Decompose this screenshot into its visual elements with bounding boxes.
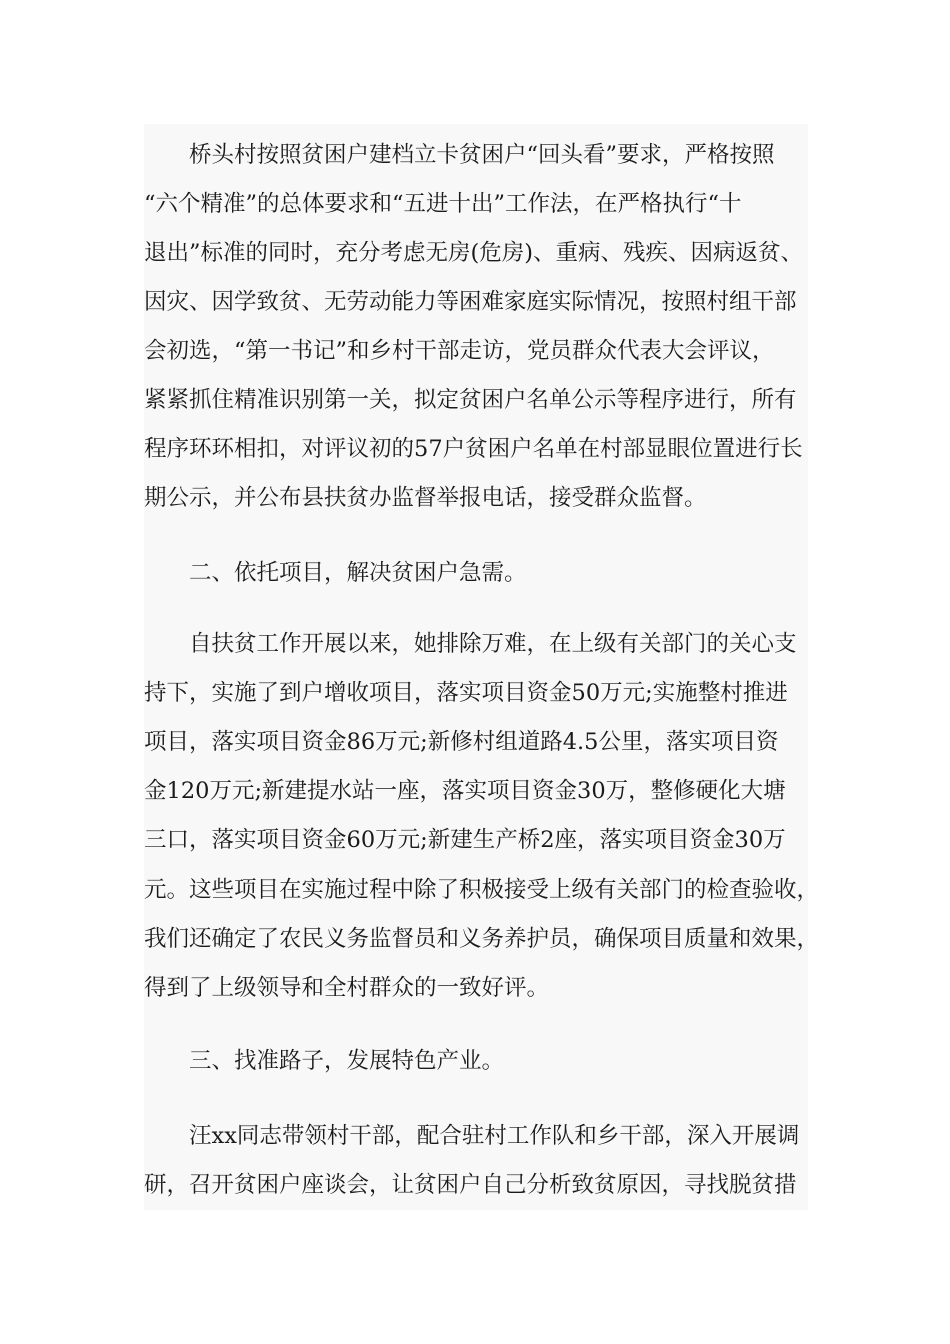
paragraph-line: 会初选，“第一书记”和乡村干部走访，党员群众代表大会评议， — [144, 338, 775, 364]
paragraph-line: 程序环环相扣，对评议初的57户贫困户名单在村部显眼位置进行长 — [144, 436, 803, 462]
paragraph-line: 自扶贫工作开展以来，她排除万难，在上级有关部门的关心支 — [189, 631, 797, 657]
paragraph-line: 持下，实施了到户增收项目，落实项目资金50万元;实施整村推进 — [144, 680, 788, 706]
paragraph-line: 元。这些项目在实施过程中除了积极接受上级有关部门的检查验收， — [144, 877, 820, 903]
paragraph-line: 期公示，并公布县扶贫办监督举报电话，接受群众监督。 — [144, 485, 707, 511]
paragraph-line: 因灾、因学致贫、无劳动能力等困难家庭实际情况，按照村组干部 — [144, 289, 797, 315]
paragraph-line: 得到了上级领导和全村群众的一致好评。 — [144, 975, 550, 1001]
paragraph-line: 桥头村按照贫困户建档立卡贫困户“回头看”要求，严格按照 — [189, 142, 775, 168]
paragraph-line: 退出”标准的同时，充分考虑无房(危房)、重病、残疾、因病返贫、 — [144, 240, 804, 266]
section-heading-2: 二、依托项目，解决贫困户急需。 — [189, 560, 527, 586]
paragraph-line: “六个精准”的总体要求和“五进十出”工作法，在严格执行“十 — [144, 191, 742, 217]
paragraph-line: 汪xx同志带领村干部，配合驻村工作队和乡干部，深入开展调 — [189, 1123, 800, 1149]
paragraph-line: 紧紧抓住精准识别第一关，拟定贫困户名单公示等程序进行，所有 — [144, 387, 797, 413]
paragraph-line: 三口，落实项目资金60万元;新建生产桥2座，落实项目资金30万 — [144, 827, 786, 853]
section-heading-3: 三、找准路子，发展特色产业。 — [189, 1048, 505, 1074]
paragraph-line: 我们还确定了农民义务监督员和义务养护员，确保项目质量和效果， — [144, 926, 820, 952]
paragraph-line: 项目，落实项目资金86万元;新修村组道路4.5公里，落实项目资 — [144, 729, 779, 755]
document-body — [144, 124, 820, 1210]
paragraph-line: 研，召开贫困户座谈会，让贫困户自己分析致贫原因，寻找脱贫措 — [144, 1172, 797, 1198]
paragraph-line: 金120万元;新建提水站一座，落实项目资金30万，整修硬化大塘 — [144, 778, 786, 804]
